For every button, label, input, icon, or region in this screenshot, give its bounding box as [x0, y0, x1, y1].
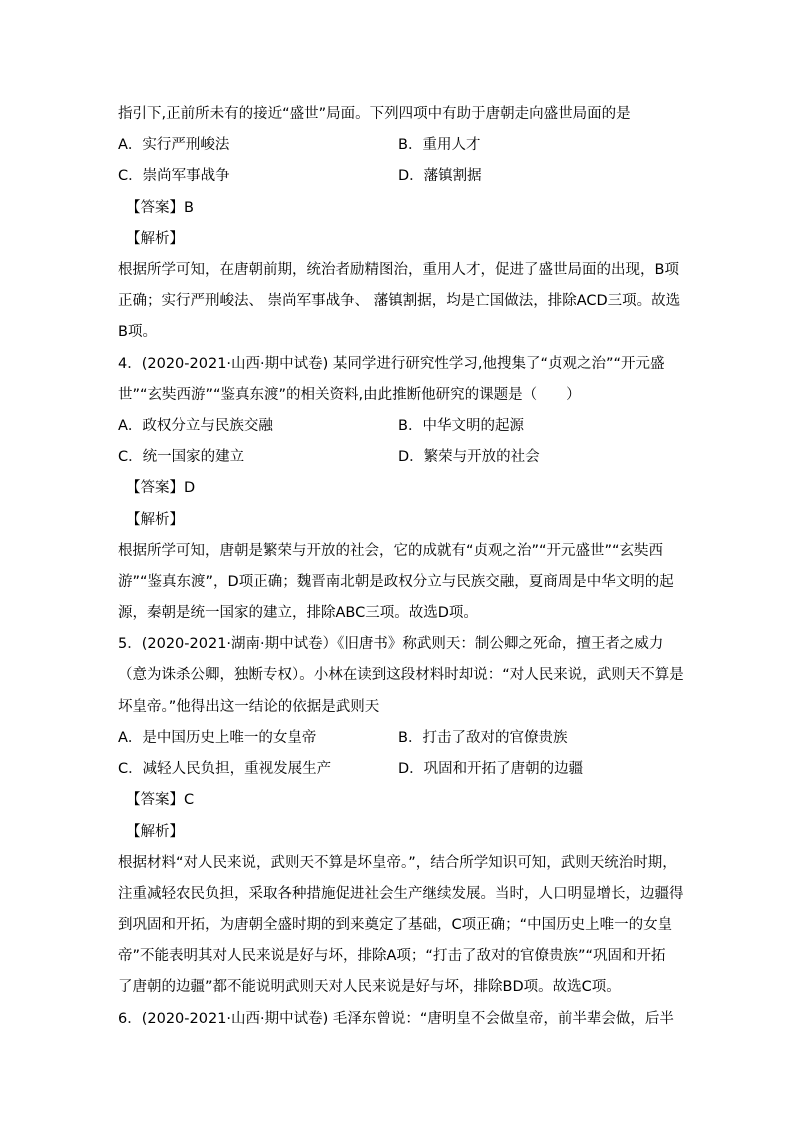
q5-analysis-line: 帝”不能表明其对人民来说是好与坏，排除A项；“打击了敌对的官僚贵族”“巩固和开拓 — [118, 948, 666, 964]
q5-option-a: A．是中国历史上唯一的女皇帝 — [118, 730, 317, 746]
q5-analysis-line: 了唐朝的边疆”都不能说明武则天对人民来说是好与坏，排除BD项。故选C项。 — [118, 979, 621, 995]
q3-analysis-line: 根据所学可知，在唐朝前期，统治者励精图治，重用人才，促进了盛世局面的出现，B项 — [118, 262, 679, 278]
q4-option-c: C．统一国家的建立 — [118, 449, 245, 465]
q4-answer: 【答案】D — [126, 480, 196, 496]
q5-option-d: D．巩固和开拓了唐朝的边疆 — [398, 761, 584, 777]
q5-stem-line: 5．(2020-2021·湖南·期中试卷）《旧唐书》称武则天：制公卿之死命，擅王者之威力 — [118, 636, 664, 652]
q4-option-b: B．中华文明的起源 — [398, 418, 524, 434]
q3-analysis-label: 【解析】 — [126, 231, 184, 247]
q3-answer: 【答案】B — [126, 200, 194, 216]
q5-analysis-line: 注重减轻农民负担，采取各种措施促进社会生产继续发展。当时，人口明显增长，边疆得 — [118, 886, 684, 902]
q4-analysis-label: 【解析】 — [126, 512, 184, 528]
q3-option-b: B．重用人才 — [398, 137, 481, 153]
q3-option-a: A．实行严刑峻法 — [118, 137, 230, 153]
q4-analysis-line: 源，秦朝是统一国家的建立，排除ABC三项。故选D项。 — [118, 605, 478, 621]
q5-stem-line: （意为诛杀公卿，独断专权）。小林在读到这段材料时却说：“对人民来说，武则天不算是 — [118, 667, 684, 683]
q5-analysis-line: 到巩固和开拓，为唐朝全盛时期的到来奠定了基础，C项正确；“中国历史上唯一的女皇 — [118, 917, 673, 933]
q6-stem-line: 6．(2020-2021·山西·期中试卷) 毛泽东曾说：“唐明皇不会做皇帝，前半辈会做，后半 — [118, 1011, 674, 1027]
q3-option-d: D．藩镇割据 — [398, 168, 482, 184]
q4-analysis-line: 游”“鉴真东渡”，D项正确；魏晋南北朝是政权分立与民族交融，夏商周是中华文明的起 — [118, 574, 674, 590]
q5-option-b: B．打击了敌对的官僚贵族 — [398, 730, 568, 746]
q4-stem-line: 4．(2020-2021·山西·期中试卷) 某同学进行研究性学习,他搜集了“贞观之治”“开元盛 — [118, 356, 665, 372]
q5-analysis-label: 【解析】 — [126, 824, 184, 840]
q4-stem-line: 世”“玄奘西游”“鉴真东渡”的相关资料,由此推断他研究的课题是（ ） — [118, 387, 581, 403]
q5-option-c: C．减轻人民负担，重视发展生产 — [118, 761, 332, 777]
q3-option-c: C．崇尚军事战争 — [118, 168, 230, 184]
q4-analysis-line: 根据所学可知，唐朝是繁荣与开放的社会，它的成就有“贞观之治”“开元盛世”“玄奘西 — [118, 543, 664, 559]
q4-option-d: D．繁荣与开放的社会 — [398, 449, 540, 465]
q5-stem-line: 坏皇帝。”他得出这一结论的依据是武则天 — [118, 699, 380, 715]
q3-analysis-line: B项。 — [118, 324, 157, 340]
q3-analysis-line: 正确；实行严刑峻法、 崇尚军事战争、 藩镇割据，均是亡国做法，排除ACD三项。故选 — [118, 293, 681, 309]
q3-stem: 指引下,正前所未有的接近“盛世”局面。下列四项中有助于唐朝走向盛世局面的是 — [118, 106, 631, 122]
q5-analysis-line: 根据材料“对人民来说，武则天不算是坏皇帝。”，结合所学知识可知，武则天统治时期， — [118, 855, 677, 871]
q5-answer: 【答案】C — [126, 792, 195, 808]
q4-option-a: A．政权分立与民族交融 — [118, 418, 273, 434]
